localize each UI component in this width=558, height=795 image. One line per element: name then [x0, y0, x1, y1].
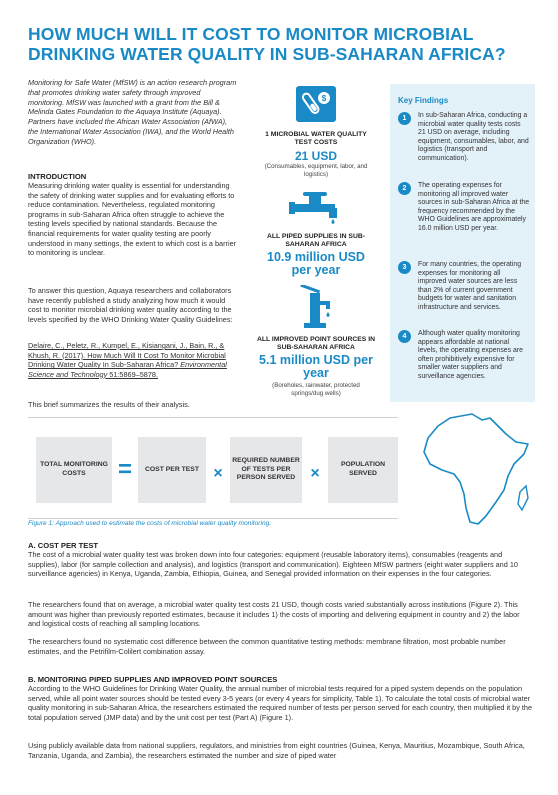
finding-item [398, 261, 530, 313]
stat-3-note: (Boreholes, rainwater, protected springs/dug wells) [272, 382, 360, 398]
introduction-paragraph-1: Measuring drinking water quality is essential for understanding the safety of drinking water supplies and for evaluating efforts to reduce contamination. Nevertheless, regulated monitoring programs in sub-Saharan Africa often struggle to achieve the testing levels specified by national standards. Because the financial requirements for water quality testing are poorly understood in many settings, the extent to which cost is a barrier to monitoring is unclear. [28, 181, 237, 258]
formula-times-1: × [213, 465, 223, 482]
formula-cost-box: COST PER TEST [138, 437, 206, 503]
section-a-paragraph-1: The cost of a microbial water quality test was broken down into four categories: equipment (reusable laboratory items), consumables (reagents and supplies), labor (for sample collection and analysis), and logistics (transport and communication). Eighteen MfSW partners (eight water suppliers and 10 surveillance agencies) in Kenya, Uganda, Zambia, Ethiopia, Guinea, and Senegal provided information on their expenses in the four categories. [28, 550, 518, 579]
hand-pump-icon [296, 285, 336, 329]
finding-text: The operating expenses for monitoring all improved water sources in sub-Saharan Africa at the frequency recommended by the WHO Guidelines are approximately 16.0 million USD per year. [418, 182, 530, 232]
stat-2-value: 10.9 million USD per year [267, 250, 365, 278]
finding-number: 4 [398, 330, 411, 343]
citation-authors: Delaire, C., Peletz, R., Kumpel, E., Kisiangani, J., Bain, R., & Khush, R. (2017). How Much Will It Cost To Monitor Microbial Drinking Water Quality In Sub-Saharan Africa? [28, 341, 226, 370]
page-title: HOW MUCH WILL IT COST TO MONITOR MICROBIAL DRINKING WATER QUALITY IN SUB-SAHARAN AFRICA? [28, 24, 506, 64]
figure-1-caption: Figure 1: Approach used to estimate the costs of microbial water quality monitoring. [28, 520, 272, 527]
formula-required-box: REQUIRED NUMBER OF TESTS PER PERSON SERVED [230, 437, 302, 503]
section-b-paragraph-1: According to the WHO Guidelines for Drinking Water Quality, the annual number of microbial tests required for a piped system depends on the population served, while all point water sources should be tested every 3-5 years (or every 4 years for simplicity, Table 1). To calculate the total costs of microbial water quality monitoring in sub-Saharan Africa, the researchers estimated the required number of tests per person served for each country, then multiplied it by the total population served (JMP data) and by the unit cost per test (Part A) (Figure 1). [28, 684, 533, 722]
section-a-heading: A. COST PER TEST [28, 541, 99, 550]
finding-number: 1 [398, 112, 411, 125]
stat-1-value: 21 USD [294, 149, 338, 164]
section-a-paragraph-2: The researchers found that on average, a microbial water quality test costs 21 USD, though costs varied substantially across institutions (Figure 2). This amount was higher than previously reported estimates, because it includes 1) the costs of importing and delivering equipment in country and 2) the labor and logistical costs of reaching all sampling locations. [28, 600, 520, 629]
section-b-heading: B. MONITORING PIPED SUPPLIES AND IMPROVED POINT SOURCES [28, 675, 278, 684]
introduction-heading: INTRODUCTION [28, 172, 87, 181]
water-pipe-icon [289, 190, 343, 224]
finding-item [398, 112, 530, 164]
cost-formula-diagram [28, 417, 398, 519]
key-findings-panel [390, 84, 535, 402]
citation-link[interactable] [28, 341, 240, 379]
intro-paragraph: Monitoring for Safe Water (MfSW) is an action research program that promotes drinking water safety through improved monitoring. MfSW was launched with a grant from the Bill & Melinda Gates Foundation to the Aquaya Institute (Aquaya). Partners have included the African Water Association (AfWA), the International Water Association (IWA), and the World Health Organization (WHO). [28, 78, 237, 146]
stat-1-note: (Consumables, equipment, labor, and logistics) [264, 163, 368, 179]
formula-times-2: × [310, 465, 320, 482]
finding-item [398, 330, 530, 382]
stat-1-label: 1 MICROBIAL WATER QUALITY TEST COSTS [265, 131, 367, 147]
finding-text: In sub-Saharan Africa, conducting a microbial water quality tests costs 21 USD on average, including equipment, consumables, labor, and logistics (transport and communication). [418, 112, 529, 162]
stat-point-sources [256, 285, 376, 398]
formula-equals: = [117, 456, 132, 483]
key-findings-title: Key Findings [398, 96, 449, 105]
africa-map-icon [420, 412, 536, 530]
finding-item [398, 182, 530, 234]
citation-journal: Environmental Science and Technology [28, 360, 227, 379]
stat-2-label: ALL PIPED SUPPLIES IN SUB-SAHARAN AFRICA [266, 233, 366, 249]
finding-text: For many countries, the operating expenses for monitoring all improved water sources are less than 2% of current government budgets for water and sanitation infrastructure and services. [418, 261, 522, 311]
introduction-paragraph-2: To answer this question, Aquaya researchers and collaborators have recently published a study analyzing how much it would cost to monitor microbial drinking water quality according to the levels specified by the WHO Drinking Water Quality Guidelines: [28, 286, 233, 324]
formula-population-box: POPULATION SERVED [328, 437, 398, 503]
finding-number: 2 [398, 182, 411, 195]
section-a-paragraph-3: The researchers found no systematic cost difference between the common quantitative testing methods: membrane filtration, most probable number estimates, and the Petrifilm-Colilert combination assay. [28, 637, 506, 656]
svg-text:$: $ [321, 94, 327, 103]
stat-3-value: 5.1 million USD per year [259, 353, 373, 381]
citation-pages: 51:5869–5878. [107, 369, 158, 379]
stat-piped-supplies [256, 190, 376, 277]
formula-total-box: TOTAL MONITORING COSTS [36, 437, 112, 503]
section-b-paragraph-2: Using publicly available data from national suppliers, regulators, and ministries from eight countries (Guinea, Kenya, Mauritius, Mozambique, South Africa, Tanzania, Uganda, and Zambia), the researchers estimated the number and size of piped water [28, 741, 525, 760]
test-tube-coin-icon [296, 86, 336, 122]
finding-text: Although water quality monitoring appears affordable at national levels, the operating expenses are often prohibitively expensive for smaller water suppliers and surveillance agencies. [418, 330, 523, 380]
stat-3-label: ALL IMPROVED POINT SOURCES IN SUB-SAHARAN AFRICA [256, 336, 376, 352]
stat-cost-per-test [256, 86, 376, 179]
introduction-paragraph-3: This brief summarizes the results of their analysis. [28, 400, 190, 409]
finding-number: 3 [398, 261, 411, 274]
